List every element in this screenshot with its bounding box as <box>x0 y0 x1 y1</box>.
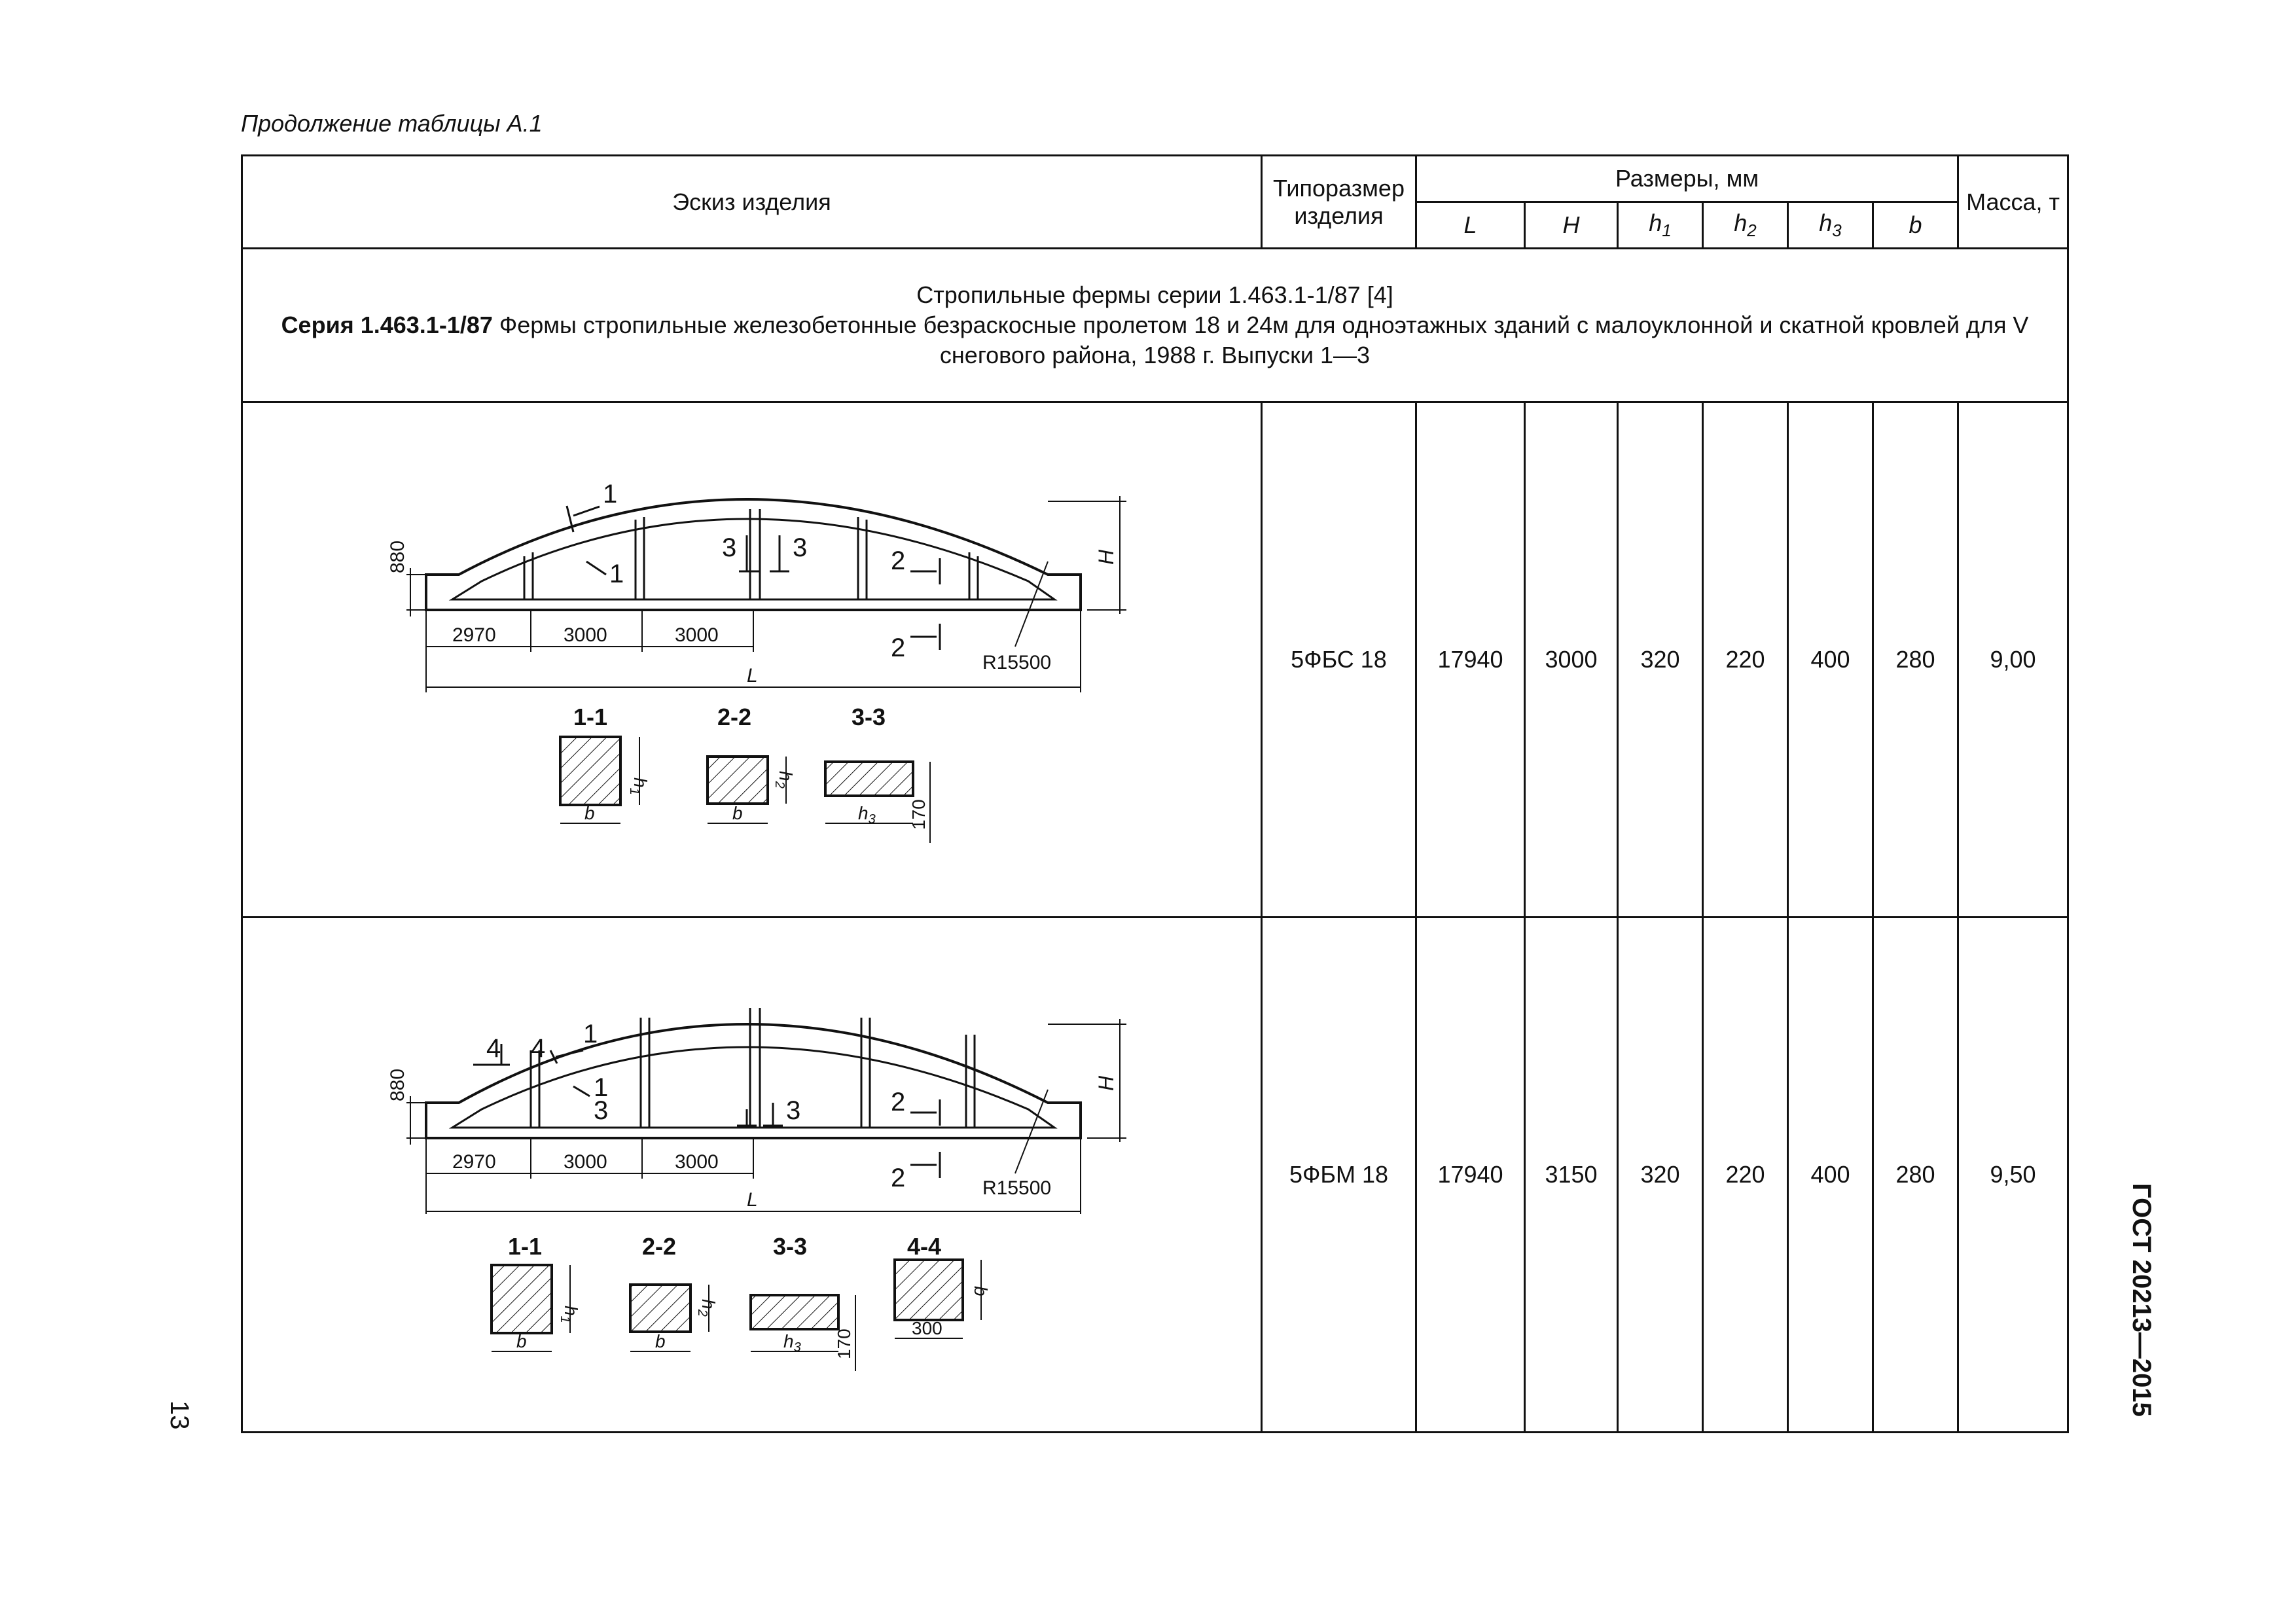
series-code: Серия 1.463.1-1/87 <box>281 312 493 338</box>
table-caption: Продолжение таблицы А.1 <box>241 110 543 137</box>
dim-h1: $h_1$ <box>558 1306 581 1323</box>
header-type: Типоразмер изделия <box>1262 156 1416 249</box>
truss-drawing-1 <box>243 404 1259 915</box>
dim-L: L <box>747 665 758 687</box>
dim-880: 880 <box>387 540 408 573</box>
radius-label: R15500 <box>982 1177 1052 1199</box>
dim-h3: $h_3$ <box>858 803 876 827</box>
section-mark-2b: 2 <box>891 633 906 662</box>
header-dims: Размеры, мм <box>1416 156 1958 202</box>
cell-mass: 9,50 <box>1958 918 2068 1433</box>
standard-code: ГОСТ 20213—2015 <box>2127 1183 2156 1417</box>
dim-2970: 2970 <box>452 1151 496 1173</box>
series-title: Стропильные фермы серии 1.463.1-1/87 [4] <box>916 281 1393 308</box>
dim-3000-b: 3000 <box>675 1151 719 1173</box>
cell-type: 5ФБМ 18 <box>1262 918 1416 1433</box>
dim-L: L <box>747 1189 758 1211</box>
dim-300: 300 <box>912 1318 942 1338</box>
dim-b-1: b <box>584 803 595 823</box>
header-sketch: Эскиз изделия <box>242 156 1262 249</box>
section-mark-1: 1 <box>583 1020 598 1048</box>
section-mark-2: 2 <box>891 546 906 575</box>
cell-L: 17940 <box>1416 918 1525 1433</box>
cell-h2: 220 <box>1703 918 1788 1433</box>
dim-b-4: b <box>971 1286 991 1296</box>
section-1-1: 1-1 <box>508 1233 543 1260</box>
header-H: H <box>1525 202 1618 249</box>
section-2-2: 2-2 <box>717 704 752 730</box>
cell-mass: 9,00 <box>1958 402 2068 918</box>
cell-h3: 400 <box>1788 402 1873 918</box>
sketch-5fbs18 <box>242 402 1262 918</box>
section-mark-1b: 1 <box>594 1073 609 1102</box>
cell-L: 17940 <box>1416 402 1525 918</box>
dim-b-2: b <box>732 803 743 823</box>
dim-H: H <box>1094 549 1118 565</box>
dim-3000-a: 3000 <box>564 624 607 646</box>
series-text: Фермы стропильные железобетонные безраскосные пролетом 18 и 24м для одноэтажных зданий с малоуклонной и скатной кровлей для V снегового района, 1988 г. Выпуски 1—3 <box>492 312 2029 368</box>
standard-label <box>2117 1183 2169 1432</box>
section-mark-3b: 3 <box>793 533 808 562</box>
section-mark-3: 3 <box>722 533 737 562</box>
table-row <box>242 918 2068 1433</box>
dim-3000-b: 3000 <box>675 624 719 646</box>
radius-label: R15500 <box>982 652 1052 673</box>
dim-3000-a: 3000 <box>564 1151 607 1173</box>
dim-b-1: b <box>516 1331 527 1351</box>
section-mark-1b: 1 <box>609 560 624 588</box>
section-mark-1: 1 <box>603 480 618 508</box>
dim-h2: $h_2$ <box>695 1299 719 1317</box>
header-h1: $h_1$ <box>1618 202 1703 249</box>
cell-h3: 400 <box>1788 918 1873 1433</box>
section-3-3: 3-3 <box>773 1233 808 1260</box>
dim-h3: $h_3$ <box>783 1331 801 1355</box>
section-mark-2: 2 <box>891 1088 906 1116</box>
sketch-5fbm18 <box>242 918 1262 1433</box>
cell-h1: 320 <box>1618 402 1703 918</box>
table-row <box>242 402 2068 918</box>
series-description <box>242 249 2068 402</box>
cell-b: 280 <box>1873 402 1958 918</box>
header-b: b <box>1873 202 1958 249</box>
header-mass: Масса, т <box>1958 156 2068 249</box>
section-mark-4b: 4 <box>531 1034 546 1063</box>
section-mark-4: 4 <box>486 1034 501 1063</box>
section-mark-3b: 3 <box>786 1096 801 1125</box>
header-h3: $h_3$ <box>1788 202 1873 249</box>
section-1-1: 1-1 <box>573 704 608 730</box>
section-2-2: 2-2 <box>642 1233 677 1260</box>
cell-H: 3000 <box>1525 402 1618 918</box>
product-table <box>241 154 2069 1433</box>
dim-880: 880 <box>387 1068 408 1101</box>
dim-h1: $h_1$ <box>627 777 651 795</box>
dim-b-2: b <box>655 1331 666 1351</box>
cell-h2: 220 <box>1703 402 1788 918</box>
dim-2970: 2970 <box>452 624 496 646</box>
cell-type: 5ФБС 18 <box>1262 402 1416 918</box>
dim-170: 170 <box>834 1329 854 1359</box>
dim-170: 170 <box>908 799 929 830</box>
header-h2: $h_2$ <box>1703 202 1788 249</box>
section-mark-3: 3 <box>594 1096 609 1125</box>
section-4-4: 4-4 <box>907 1233 942 1260</box>
dim-h2: $h_2$ <box>772 771 796 789</box>
dim-H: H <box>1094 1075 1118 1091</box>
section-3-3: 3-3 <box>852 704 886 730</box>
cell-b: 280 <box>1873 918 1958 1433</box>
section-mark-2b: 2 <box>891 1164 906 1192</box>
cell-H: 3150 <box>1525 918 1618 1433</box>
header-L: L <box>1416 202 1525 249</box>
truss-drawing-2 <box>243 919 1259 1430</box>
cell-h1: 320 <box>1618 918 1703 1433</box>
page-number: 13 <box>165 1400 194 1430</box>
